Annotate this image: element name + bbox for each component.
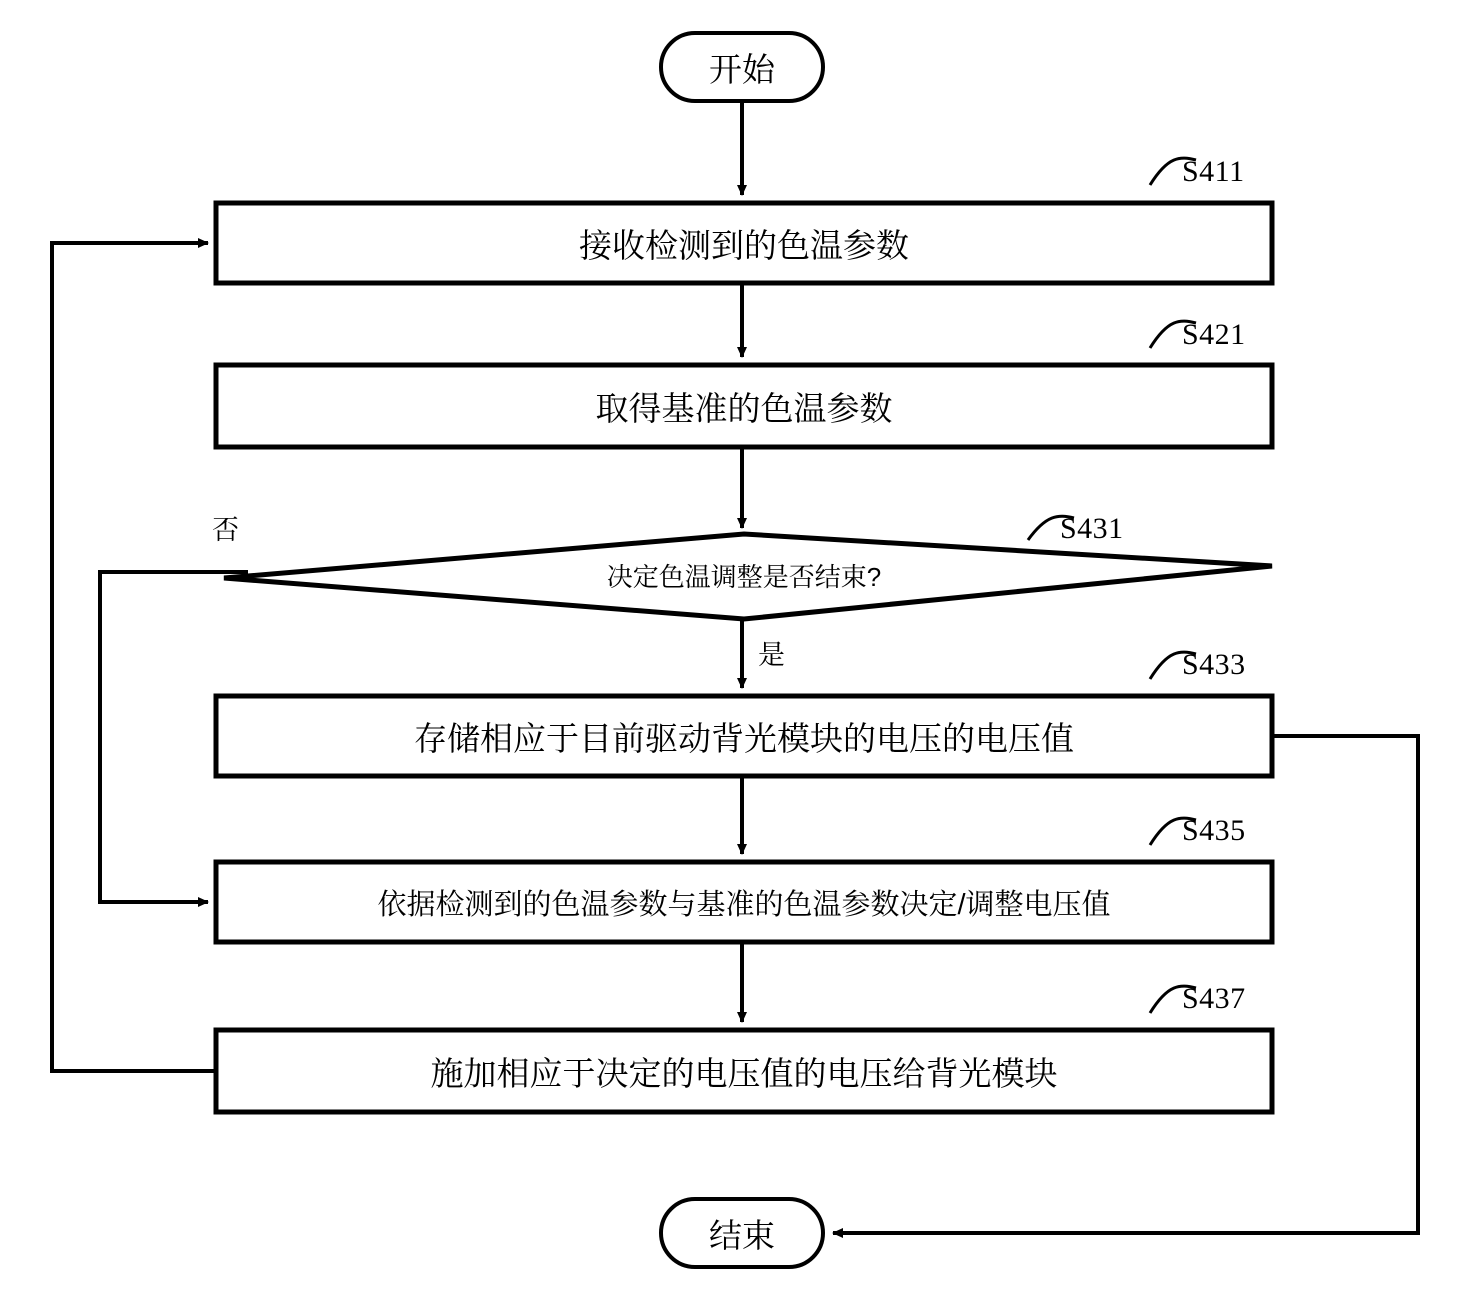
node-end-shape bbox=[661, 1199, 823, 1267]
node-s433-label: 存储相应于目前驱动背光模块的电压的电压值 bbox=[414, 719, 1074, 757]
step-label-s431: S431 bbox=[1060, 512, 1124, 545]
step-label-s411: S411 bbox=[1182, 155, 1245, 188]
node-s435-shape bbox=[216, 862, 1272, 942]
node-s421-shape bbox=[216, 365, 1272, 447]
step-label-s421: S421 bbox=[1182, 318, 1246, 351]
node-s431-shape bbox=[224, 534, 1272, 619]
step-label-s435: S435 bbox=[1182, 814, 1246, 847]
node-s411-shape bbox=[216, 203, 1272, 283]
edge-label-no: 否 bbox=[212, 515, 239, 545]
node-s437-shape bbox=[216, 1030, 1272, 1112]
node-end-label: 结束 bbox=[709, 1216, 775, 1254]
node-start-label: 开始 bbox=[709, 50, 775, 88]
edge-label-yes: 是 bbox=[758, 640, 785, 670]
node-s411-label: 接收检测到的色温参数 bbox=[579, 226, 909, 264]
node-s431-label: 决定色温调整是否结束? bbox=[606, 561, 882, 592]
node-s421-label: 取得基准的色温参数 bbox=[595, 389, 893, 427]
node-s435-label: 依据检测到的色温参数与基准的色温参数决定/调整电压值 bbox=[377, 888, 1111, 921]
step-label-s437: S437 bbox=[1182, 982, 1246, 1015]
node-s437-label: 施加相应于决定的电压值的电压给背光模块 bbox=[430, 1054, 1058, 1092]
node-s433-shape bbox=[216, 696, 1272, 776]
node-start-shape bbox=[661, 33, 823, 101]
step-label-s433: S433 bbox=[1182, 648, 1246, 681]
